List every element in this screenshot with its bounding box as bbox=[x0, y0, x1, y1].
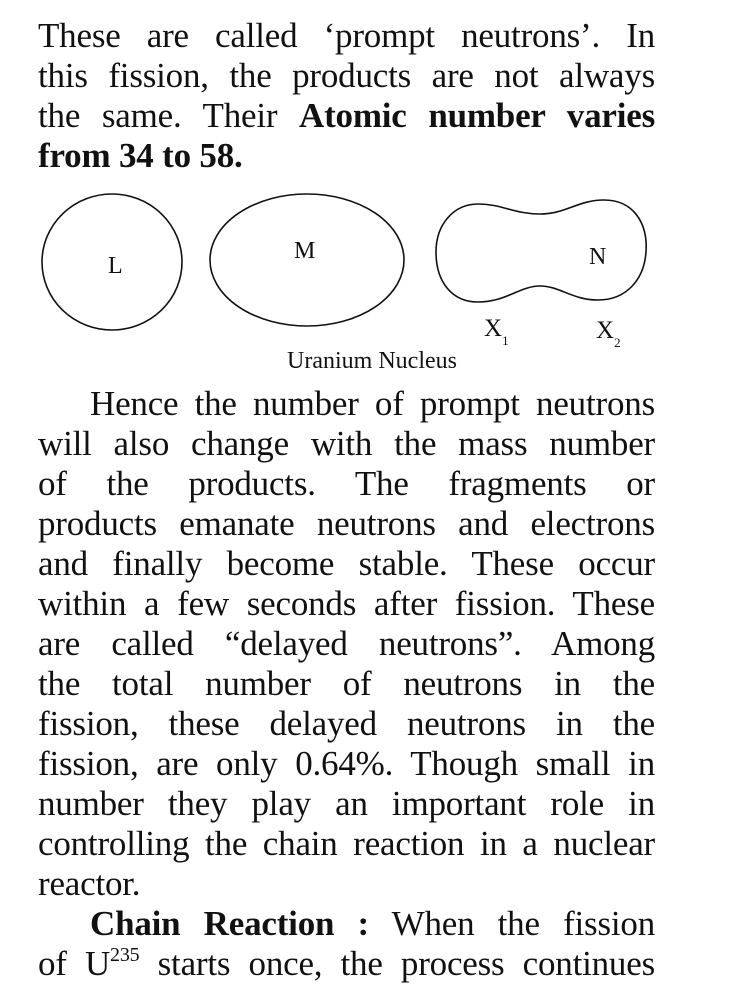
atomic-number-emphasis: Atomic number varies bbox=[299, 96, 655, 135]
para2-line-13: reactor. bbox=[38, 864, 141, 903]
u235-superscript: 235 bbox=[110, 944, 140, 966]
para2-line-9: fission, these delayed neutrons in the bbox=[38, 704, 655, 743]
label-m: M bbox=[294, 238, 316, 264]
para2-line-6: within a few seconds after fission. These bbox=[38, 584, 655, 623]
label-x2-sub: 2 bbox=[614, 335, 621, 350]
para3-line-2-text-b: starts once, the process continues bbox=[139, 944, 655, 983]
label-x1-base: X bbox=[484, 315, 503, 342]
para2-line-2: will also change with the mass number bbox=[38, 424, 655, 463]
para2-line-3: of the products. The fragments or bbox=[38, 464, 655, 503]
label-l: L bbox=[108, 253, 123, 279]
para2-line-1: Hence the number of prompt neutrons bbox=[90, 384, 655, 423]
atomic-number-range: from 34 to 58. bbox=[38, 136, 243, 175]
para2-line-11: number they play an important role in bbox=[38, 784, 655, 823]
para1-line-3-text: the same. Their bbox=[38, 96, 299, 135]
para2-line-7: are called “delayed neutrons”. Among bbox=[38, 624, 655, 663]
label-x2 bbox=[596, 317, 621, 350]
uranium-nucleus-figure bbox=[0, 190, 737, 380]
label-n: N bbox=[589, 244, 607, 270]
para1-line-2: this fission, the products are not always bbox=[38, 56, 655, 95]
para1-line-1: These are called ‘prompt neutrons’. In bbox=[38, 16, 655, 55]
para2-line-10: fission, are only 0.64%. Though small in bbox=[38, 744, 655, 783]
figure-caption: Uranium Nucleus bbox=[287, 348, 457, 374]
para3-line-1-text: When the fission bbox=[369, 904, 656, 943]
label-x1-sub: 1 bbox=[502, 333, 509, 348]
label-x1 bbox=[484, 315, 509, 348]
label-x2-base: X bbox=[596, 317, 615, 344]
para2-line-5: and finally become stable. These occur bbox=[38, 544, 655, 583]
chain-reaction-heading: Chain Reaction : bbox=[90, 904, 369, 943]
para3-line-2-text-a: of U bbox=[38, 944, 111, 983]
nucleus-n-dumbbell bbox=[436, 200, 646, 302]
para3-line-2 bbox=[38, 944, 655, 984]
para2-line-8: the total number of neutrons in the bbox=[38, 664, 655, 703]
para3-line-1 bbox=[90, 904, 655, 944]
para2-line-4: products emanate neutrons and electrons bbox=[38, 504, 655, 543]
para2-line-12: controlling the chain reaction in a nuclear bbox=[38, 824, 655, 863]
para1-line-3 bbox=[38, 96, 655, 136]
